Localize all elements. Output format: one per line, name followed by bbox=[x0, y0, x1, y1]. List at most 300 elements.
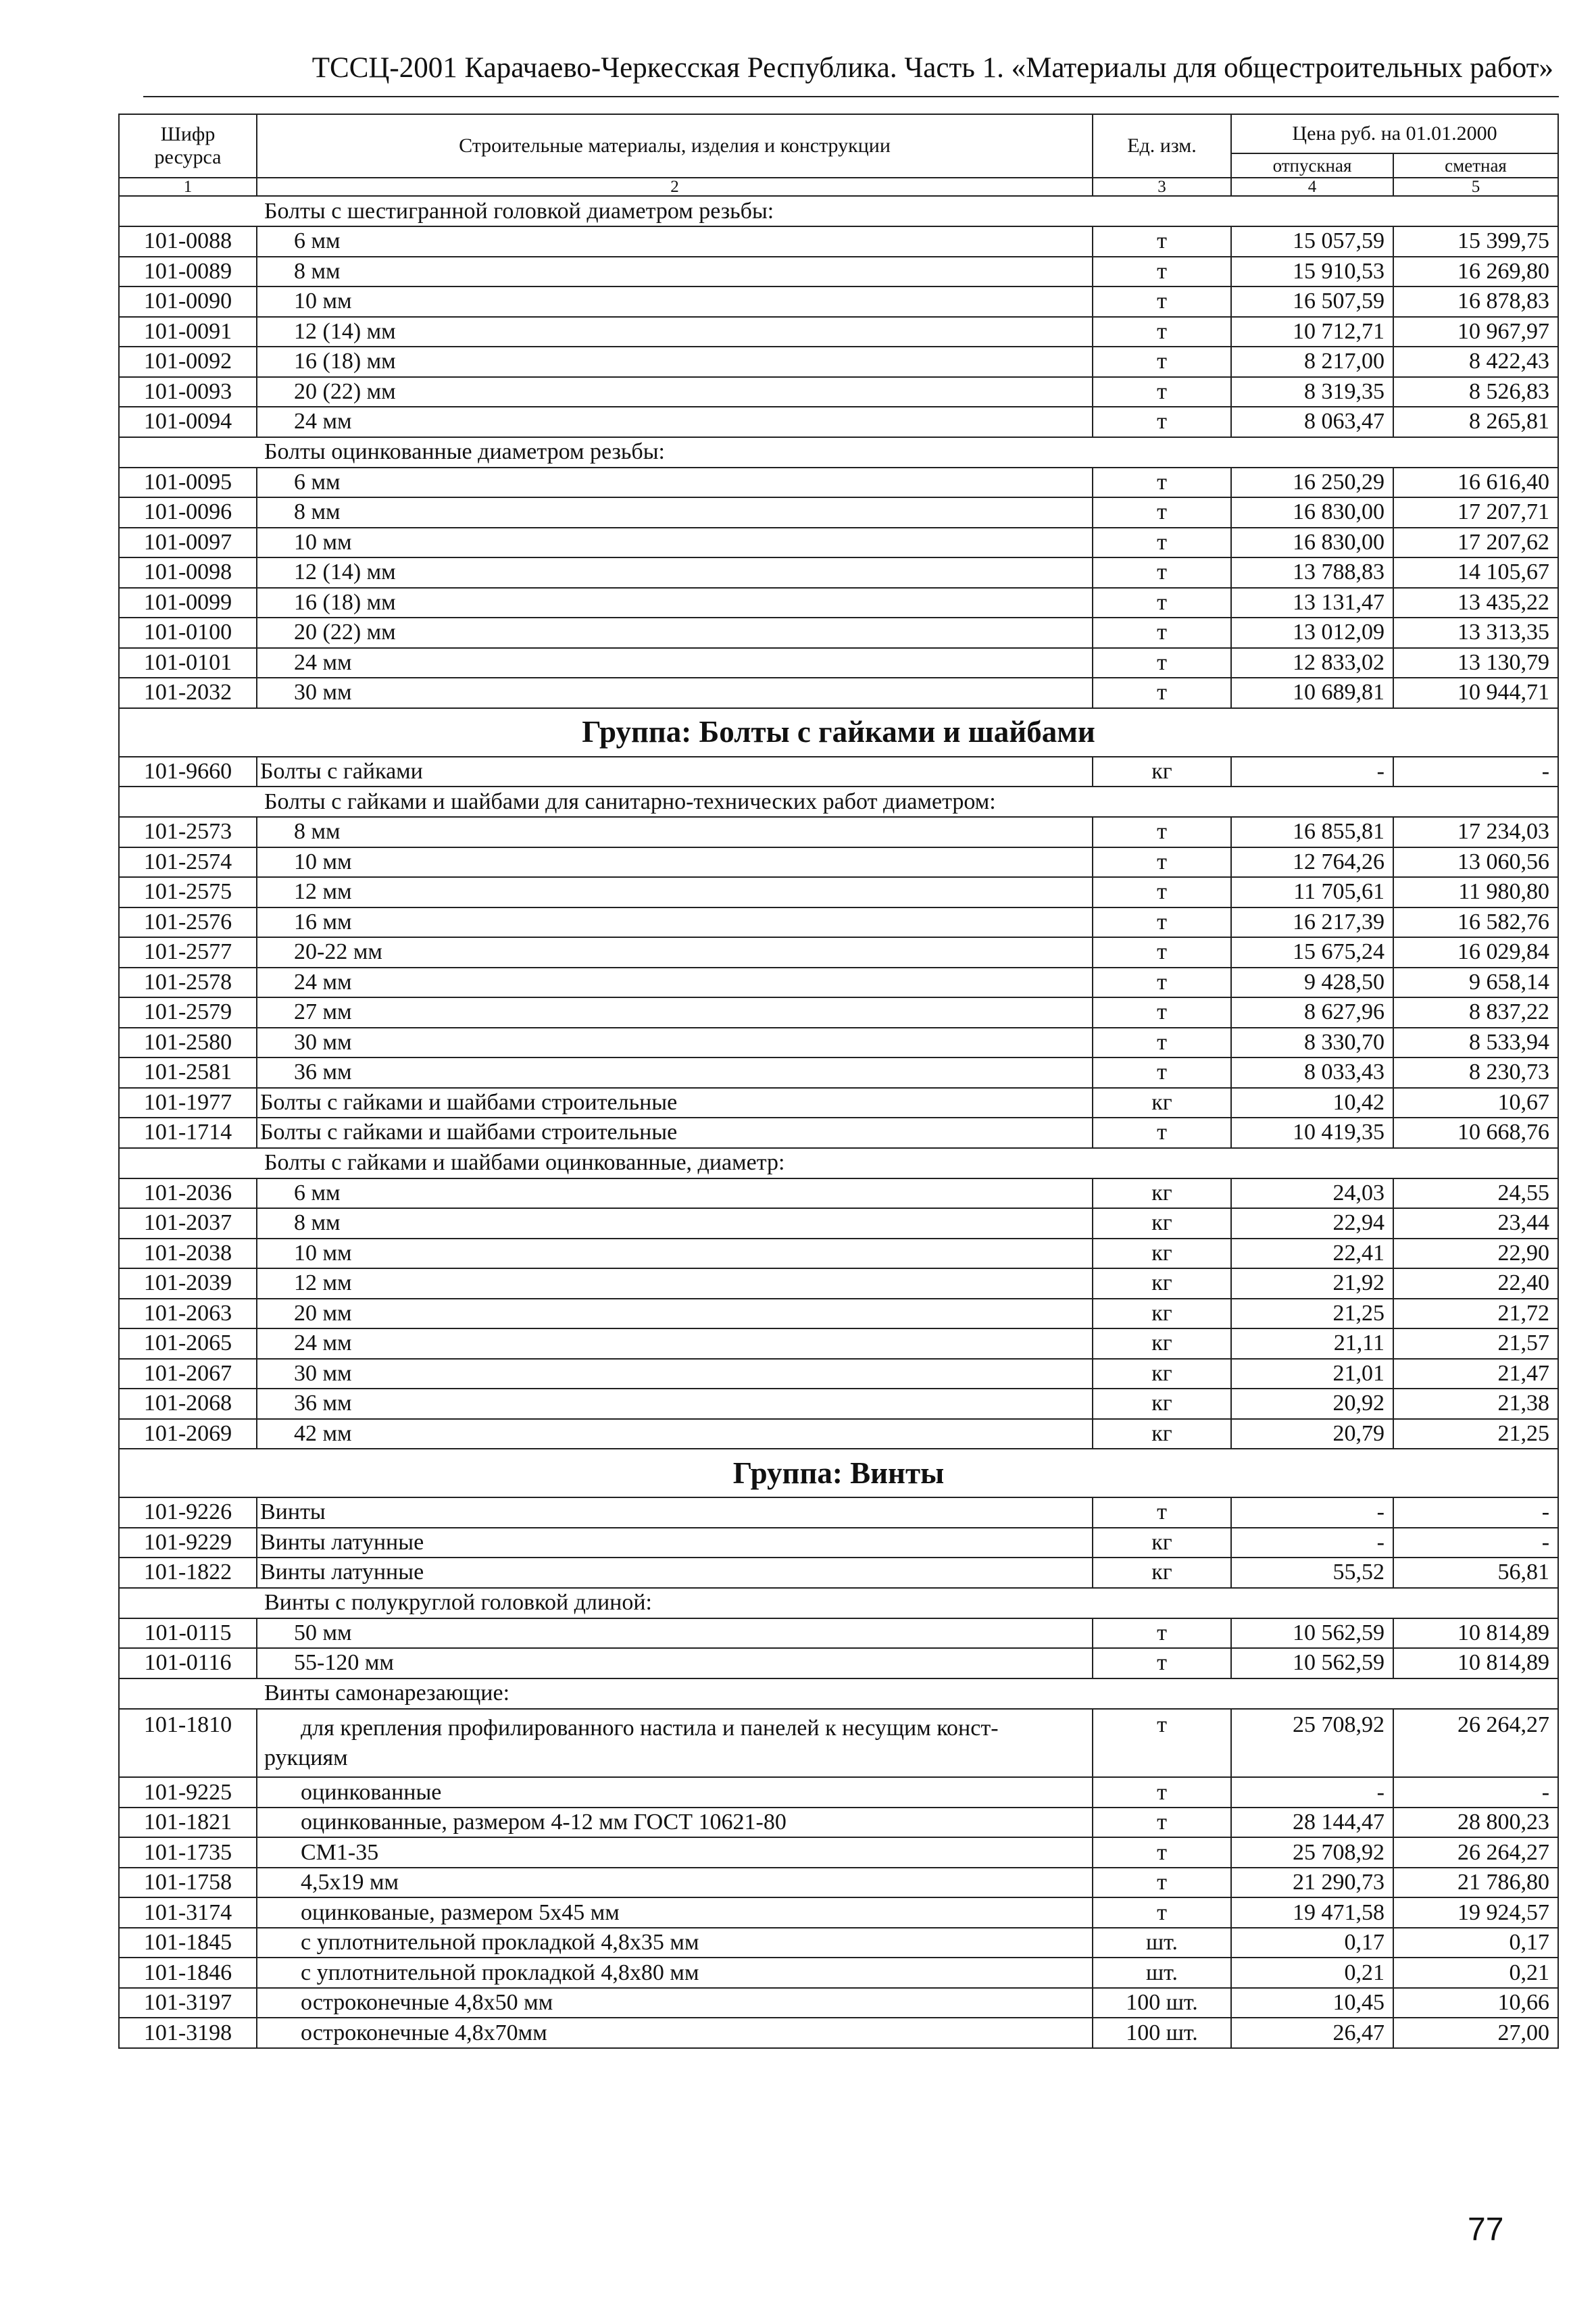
resource-code: 101-9229 bbox=[119, 1528, 257, 1558]
release-price: 10,42 bbox=[1231, 1088, 1393, 1118]
material-name: 42 мм bbox=[257, 1419, 1093, 1449]
estimate-price: 17 207,62 bbox=[1393, 528, 1558, 558]
estimate-price: 10,66 bbox=[1393, 1988, 1558, 2018]
unit-of-measure: кг bbox=[1093, 1268, 1231, 1299]
header-code: Шифр ресурса bbox=[119, 114, 257, 178]
table-row bbox=[119, 1028, 1558, 1058]
resource-code: 101-9225 bbox=[119, 1777, 257, 1808]
group-heading: Группа: Винты bbox=[119, 1449, 1558, 1497]
material-name: 12 мм bbox=[257, 1268, 1093, 1299]
table-row bbox=[119, 1777, 1558, 1808]
material-name: 36 мм bbox=[257, 1057, 1093, 1088]
material-name: 24 мм bbox=[257, 407, 1093, 437]
release-price: 21,25 bbox=[1231, 1299, 1393, 1329]
estimate-price: 8 265,81 bbox=[1393, 407, 1558, 437]
resource-code: 101-9660 bbox=[119, 757, 257, 787]
unit-of-measure: 100 шт. bbox=[1093, 2018, 1231, 2048]
estimate-price: 10 944,71 bbox=[1393, 678, 1558, 708]
unit-of-measure: кг bbox=[1093, 1088, 1231, 1118]
resource-code: 101-2036 bbox=[119, 1178, 257, 1209]
table-row bbox=[119, 497, 1558, 528]
material-name bbox=[257, 1709, 1093, 1778]
material-name: оцинкованные, размером 4-12 мм ГОСТ 10621-80 bbox=[257, 1808, 1093, 1838]
release-price: 8 217,00 bbox=[1231, 347, 1393, 377]
table-row bbox=[119, 1808, 1558, 1838]
resource-code: 101-0095 bbox=[119, 468, 257, 498]
material-name: 12 (14) мм bbox=[257, 317, 1093, 347]
material-name: 20 мм bbox=[257, 1299, 1093, 1329]
material-name: 16 (18) мм bbox=[257, 347, 1093, 377]
estimate-price: 26 264,27 bbox=[1393, 1837, 1558, 1868]
resource-code: 101-1758 bbox=[119, 1868, 257, 1898]
unit-of-measure: т bbox=[1093, 937, 1231, 968]
resource-code: 101-2038 bbox=[119, 1239, 257, 1269]
release-price: 12 764,26 bbox=[1231, 847, 1393, 878]
subheading-row bbox=[119, 787, 1558, 817]
estimate-price: 10 668,76 bbox=[1393, 1118, 1558, 1148]
table-row bbox=[119, 1958, 1558, 1988]
material-name: Болты с гайками bbox=[257, 757, 1093, 787]
estimate-price: - bbox=[1393, 757, 1558, 787]
estimate-price: 8 837,22 bbox=[1393, 997, 1558, 1028]
table-row bbox=[119, 937, 1558, 968]
subheading-row bbox=[119, 1148, 1558, 1178]
unit-of-measure: т bbox=[1093, 877, 1231, 907]
release-price: 10 419,35 bbox=[1231, 1118, 1393, 1148]
release-price: 12 833,02 bbox=[1231, 648, 1393, 678]
resource-code: 101-0088 bbox=[119, 226, 257, 257]
material-name: Винты латунные bbox=[257, 1558, 1093, 1588]
estimate-price: 16 616,40 bbox=[1393, 468, 1558, 498]
material-name: с уплотнительной прокладкой 4,8х35 мм bbox=[257, 1928, 1093, 1958]
material-name: 16 (18) мм bbox=[257, 588, 1093, 618]
release-price: - bbox=[1231, 1777, 1393, 1808]
table-row bbox=[119, 1239, 1558, 1269]
estimate-price: 8 526,83 bbox=[1393, 377, 1558, 407]
release-price: 19 471,58 bbox=[1231, 1897, 1393, 1928]
material-name: 36 мм bbox=[257, 1389, 1093, 1419]
material-name: 12 (14) мм bbox=[257, 557, 1093, 588]
unit-of-measure: т bbox=[1093, 257, 1231, 287]
table-row bbox=[119, 847, 1558, 878]
release-price: 10 562,59 bbox=[1231, 1618, 1393, 1649]
material-name: 10 мм bbox=[257, 287, 1093, 317]
material-name: 8 мм bbox=[257, 1208, 1093, 1239]
estimate-price: 23,44 bbox=[1393, 1208, 1558, 1239]
table-row bbox=[119, 1497, 1558, 1528]
resource-code: 101-0094 bbox=[119, 407, 257, 437]
subheading-text: Болты с шестигранной головкой диаметром резьбы: bbox=[119, 196, 1558, 226]
unit-of-measure: т bbox=[1093, 407, 1231, 437]
material-name: 8 мм bbox=[257, 497, 1093, 528]
resource-code: 101-0097 bbox=[119, 528, 257, 558]
table-row bbox=[119, 1057, 1558, 1088]
group-heading-row bbox=[119, 1449, 1558, 1497]
unit-of-measure: т bbox=[1093, 497, 1231, 528]
resource-code: 101-2069 bbox=[119, 1419, 257, 1449]
material-name: 30 мм bbox=[257, 678, 1093, 708]
column-number: 4 bbox=[1231, 178, 1393, 196]
material-name: остроконечные 4,8х70мм bbox=[257, 2018, 1093, 2048]
release-price: 0,17 bbox=[1231, 1928, 1393, 1958]
resource-code: 101-2573 bbox=[119, 817, 257, 847]
table-row bbox=[119, 2018, 1558, 2048]
table-row bbox=[119, 1419, 1558, 1449]
estimate-price: 8 533,94 bbox=[1393, 1028, 1558, 1058]
unit-of-measure: кг bbox=[1093, 1178, 1231, 1209]
page-number: 77 bbox=[1468, 2212, 1504, 2247]
release-price: 10 562,59 bbox=[1231, 1648, 1393, 1678]
table-row bbox=[119, 1118, 1558, 1148]
estimate-price: - bbox=[1393, 1777, 1558, 1808]
unit-of-measure: т bbox=[1093, 1118, 1231, 1148]
resource-code: 101-1846 bbox=[119, 1958, 257, 1988]
material-name: 10 мм bbox=[257, 1239, 1093, 1269]
estimate-price: 11 980,80 bbox=[1393, 877, 1558, 907]
resource-code: 101-2578 bbox=[119, 968, 257, 998]
resource-code: 101-2068 bbox=[119, 1389, 257, 1419]
material-name: оцинкованые, размером 5х45 мм bbox=[257, 1897, 1093, 1928]
release-price: 15 910,53 bbox=[1231, 257, 1393, 287]
estimate-price: 22,90 bbox=[1393, 1239, 1558, 1269]
subheading-text: Винты самонарезающие: bbox=[119, 1678, 1558, 1709]
unit-of-measure: кг bbox=[1093, 757, 1231, 787]
estimate-price: 16 029,84 bbox=[1393, 937, 1558, 968]
material-name: с уплотнительной прокладкой 4,8х80 мм bbox=[257, 1958, 1093, 1988]
unit-of-measure: т bbox=[1093, 287, 1231, 317]
resource-code: 101-0096 bbox=[119, 497, 257, 528]
estimate-price: 0,17 bbox=[1393, 1928, 1558, 1958]
table-row bbox=[119, 1558, 1558, 1588]
table-row bbox=[119, 1088, 1558, 1118]
unit-of-measure: т bbox=[1093, 648, 1231, 678]
estimate-price: 16 269,80 bbox=[1393, 257, 1558, 287]
resource-code: 101-1714 bbox=[119, 1118, 257, 1148]
release-price: 20,92 bbox=[1231, 1389, 1393, 1419]
material-name: СМ1-35 bbox=[257, 1837, 1093, 1868]
table-row bbox=[119, 317, 1558, 347]
release-price: 21,11 bbox=[1231, 1328, 1393, 1359]
estimate-price: 13 435,22 bbox=[1393, 588, 1558, 618]
resource-code: 101-2575 bbox=[119, 877, 257, 907]
table-row bbox=[119, 877, 1558, 907]
material-name: остроконечные 4,8х50 мм bbox=[257, 1988, 1093, 2018]
resource-code: 101-3197 bbox=[119, 1988, 257, 2018]
table-row bbox=[119, 1988, 1558, 2018]
unit-of-measure: кг bbox=[1093, 1528, 1231, 1558]
subheading-row bbox=[119, 1678, 1558, 1709]
unit-of-measure: т bbox=[1093, 678, 1231, 708]
estimate-price: 10 967,97 bbox=[1393, 317, 1558, 347]
estimate-price: 10 814,89 bbox=[1393, 1648, 1558, 1678]
estimate-price: 17 234,03 bbox=[1393, 817, 1558, 847]
table-row bbox=[119, 1868, 1558, 1898]
material-name: 8 мм bbox=[257, 817, 1093, 847]
release-price: 22,41 bbox=[1231, 1239, 1393, 1269]
release-price: 8 627,96 bbox=[1231, 997, 1393, 1028]
material-name: 24 мм bbox=[257, 1328, 1093, 1359]
estimate-price: 13 130,79 bbox=[1393, 648, 1558, 678]
table-row bbox=[119, 557, 1558, 588]
estimate-price: 24,55 bbox=[1393, 1178, 1558, 1209]
resource-code: 101-2037 bbox=[119, 1208, 257, 1239]
release-price: 8 330,70 bbox=[1231, 1028, 1393, 1058]
column-number: 1 bbox=[119, 178, 257, 196]
resource-code: 101-0090 bbox=[119, 287, 257, 317]
material-name: Винты латунные bbox=[257, 1528, 1093, 1558]
material-name: 20-22 мм bbox=[257, 937, 1093, 968]
table-row bbox=[119, 997, 1558, 1028]
document-title: ТССЦ-2001 Карачаево-Черкесская Республика. Часть 1. «Материалы для общестроительных работ» bbox=[311, 52, 1553, 84]
resource-code: 101-2039 bbox=[119, 1268, 257, 1299]
material-name: 27 мм bbox=[257, 997, 1093, 1028]
table-row bbox=[119, 757, 1558, 787]
material-name: 16 мм bbox=[257, 907, 1093, 938]
unit-of-measure: шт. bbox=[1093, 1958, 1231, 1988]
unit-of-measure: т bbox=[1093, 226, 1231, 257]
running-header bbox=[143, 42, 1559, 97]
estimate-price: 19 924,57 bbox=[1393, 1897, 1558, 1928]
resource-code: 101-1845 bbox=[119, 1928, 257, 1958]
estimate-price: 9 658,14 bbox=[1393, 968, 1558, 998]
material-name: 30 мм bbox=[257, 1028, 1093, 1058]
material-name: 50 мм bbox=[257, 1618, 1093, 1649]
release-price: 16 830,00 bbox=[1231, 497, 1393, 528]
unit-of-measure: т bbox=[1093, 1618, 1231, 1649]
material-name: 24 мм bbox=[257, 648, 1093, 678]
unit-of-measure: т bbox=[1093, 377, 1231, 407]
release-price: 10,45 bbox=[1231, 1988, 1393, 2018]
table-row bbox=[119, 678, 1558, 708]
table-row bbox=[119, 1648, 1558, 1678]
table-row bbox=[119, 1897, 1558, 1928]
table-row bbox=[119, 1709, 1558, 1778]
unit-of-measure: т bbox=[1093, 557, 1231, 588]
estimate-price: 21,57 bbox=[1393, 1328, 1558, 1359]
resource-code: 101-2577 bbox=[119, 937, 257, 968]
table-row bbox=[119, 347, 1558, 377]
table-row bbox=[119, 618, 1558, 648]
estimate-price: 15 399,75 bbox=[1393, 226, 1558, 257]
group-heading-row bbox=[119, 708, 1558, 757]
release-price: - bbox=[1231, 1528, 1393, 1558]
release-price: - bbox=[1231, 757, 1393, 787]
material-name: 8 мм bbox=[257, 257, 1093, 287]
estimate-price: 16 582,76 bbox=[1393, 907, 1558, 938]
resource-code: 101-0115 bbox=[119, 1618, 257, 1649]
header-release-price: отпускная bbox=[1231, 153, 1393, 178]
unit-of-measure: т bbox=[1093, 907, 1231, 938]
table-row bbox=[119, 907, 1558, 938]
estimate-price: 56,81 bbox=[1393, 1558, 1558, 1588]
release-price: 15 675,24 bbox=[1231, 937, 1393, 968]
estimate-price: 22,40 bbox=[1393, 1268, 1558, 1299]
release-price: 16 507,59 bbox=[1231, 287, 1393, 317]
unit-of-measure: кг bbox=[1093, 1419, 1231, 1449]
resource-code: 101-9226 bbox=[119, 1497, 257, 1528]
header-name: Строительные материалы, изделия и конструкции bbox=[257, 114, 1093, 178]
estimate-price: 13 060,56 bbox=[1393, 847, 1558, 878]
release-price: 8 033,43 bbox=[1231, 1057, 1393, 1088]
material-name: Болты с гайками и шайбами строительные bbox=[257, 1088, 1093, 1118]
material-name: 55-120 мм bbox=[257, 1648, 1093, 1678]
resource-code: 101-1977 bbox=[119, 1088, 257, 1118]
table-row bbox=[119, 1208, 1558, 1239]
estimate-price: 21,72 bbox=[1393, 1299, 1558, 1329]
unit-of-measure: т bbox=[1093, 1837, 1231, 1868]
release-price: 55,52 bbox=[1231, 1558, 1393, 1588]
unit-of-measure: т bbox=[1093, 997, 1231, 1028]
resource-code: 101-0099 bbox=[119, 588, 257, 618]
subheading-row bbox=[119, 1588, 1558, 1618]
subheading-row bbox=[119, 196, 1558, 226]
resource-code: 101-2576 bbox=[119, 907, 257, 938]
resource-code: 101-0092 bbox=[119, 347, 257, 377]
table-row bbox=[119, 968, 1558, 998]
release-price: 16 855,81 bbox=[1231, 817, 1393, 847]
resource-code: 101-0116 bbox=[119, 1648, 257, 1678]
unit-of-measure: т bbox=[1093, 317, 1231, 347]
table-row bbox=[119, 528, 1558, 558]
material-name: Болты с гайками и шайбами строительные bbox=[257, 1118, 1093, 1148]
material-name-line: для крепления профилированного настила и панелей к несущим конст- bbox=[301, 1715, 999, 1741]
release-price: 9 428,50 bbox=[1231, 968, 1393, 998]
resource-code: 101-3174 bbox=[119, 1897, 257, 1928]
release-price: 20,79 bbox=[1231, 1419, 1393, 1449]
release-price: 25 708,92 bbox=[1231, 1709, 1393, 1778]
resource-code: 101-2579 bbox=[119, 997, 257, 1028]
material-name: 12 мм bbox=[257, 877, 1093, 907]
material-name: 10 мм bbox=[257, 847, 1093, 878]
estimate-price: 21,47 bbox=[1393, 1359, 1558, 1389]
table-row bbox=[119, 1837, 1558, 1868]
unit-of-measure: т bbox=[1093, 1709, 1231, 1778]
price-table bbox=[118, 114, 1559, 2049]
release-price: 26,47 bbox=[1231, 2018, 1393, 2048]
release-price: 13 012,09 bbox=[1231, 618, 1393, 648]
unit-of-measure: т bbox=[1093, 817, 1231, 847]
material-name: 30 мм bbox=[257, 1359, 1093, 1389]
subheading-text: Болты оцинкованные диаметром резьбы: bbox=[119, 437, 1558, 468]
release-price: 28 144,47 bbox=[1231, 1808, 1393, 1838]
material-name: 4,5х19 мм bbox=[257, 1868, 1093, 1898]
table-row bbox=[119, 1328, 1558, 1359]
release-price: 16 217,39 bbox=[1231, 907, 1393, 938]
resource-code: 101-0098 bbox=[119, 557, 257, 588]
table-header-row bbox=[119, 114, 1558, 153]
material-name: 24 мм bbox=[257, 968, 1093, 998]
estimate-price: 10 814,89 bbox=[1393, 1618, 1558, 1649]
release-price: 21,01 bbox=[1231, 1359, 1393, 1389]
table-row bbox=[119, 226, 1558, 257]
header-estimate-price: сметная bbox=[1393, 153, 1558, 178]
release-price: 21 290,73 bbox=[1231, 1868, 1393, 1898]
unit-of-measure: т bbox=[1093, 847, 1231, 878]
table-row bbox=[119, 1528, 1558, 1558]
table-row bbox=[119, 648, 1558, 678]
release-price: - bbox=[1231, 1497, 1393, 1528]
column-number: 5 bbox=[1393, 178, 1558, 196]
table-row bbox=[119, 1268, 1558, 1299]
release-price: 25 708,92 bbox=[1231, 1837, 1393, 1868]
unit-of-measure: т bbox=[1093, 1897, 1231, 1928]
table-row bbox=[119, 1618, 1558, 1649]
unit-of-measure: т bbox=[1093, 1028, 1231, 1058]
estimate-price: - bbox=[1393, 1497, 1558, 1528]
header-price: Цена руб. на 01.01.2000 bbox=[1231, 114, 1558, 153]
unit-of-measure: т bbox=[1093, 468, 1231, 498]
resource-code: 101-2581 bbox=[119, 1057, 257, 1088]
column-number-row bbox=[119, 178, 1558, 196]
group-heading: Группа: Болты с гайками и шайбами bbox=[119, 708, 1558, 757]
unit-of-measure: кг bbox=[1093, 1389, 1231, 1419]
resource-code: 101-0100 bbox=[119, 618, 257, 648]
material-name: 6 мм bbox=[257, 226, 1093, 257]
unit-of-measure: т bbox=[1093, 1497, 1231, 1528]
unit-of-measure: кг bbox=[1093, 1299, 1231, 1329]
unit-of-measure: т bbox=[1093, 1648, 1231, 1678]
resource-code: 101-0093 bbox=[119, 377, 257, 407]
material-name: 20 (22) мм bbox=[257, 377, 1093, 407]
estimate-price: 13 313,35 bbox=[1393, 618, 1558, 648]
table-row bbox=[119, 257, 1558, 287]
table-row bbox=[119, 468, 1558, 498]
unit-of-measure: т bbox=[1093, 1868, 1231, 1898]
estimate-price: 28 800,23 bbox=[1393, 1808, 1558, 1838]
resource-code: 101-2032 bbox=[119, 678, 257, 708]
release-price: 15 057,59 bbox=[1231, 226, 1393, 257]
release-price: 13 788,83 bbox=[1231, 557, 1393, 588]
material-name: Винты bbox=[257, 1497, 1093, 1528]
subheading-text: Винты с полукруглой головкой длиной: bbox=[119, 1588, 1558, 1618]
estimate-price: 8 422,43 bbox=[1393, 347, 1558, 377]
table-row bbox=[119, 1389, 1558, 1419]
material-name: 6 мм bbox=[257, 1178, 1093, 1209]
column-number: 3 bbox=[1093, 178, 1231, 196]
table-row bbox=[119, 1359, 1558, 1389]
unit-of-measure: шт. bbox=[1093, 1928, 1231, 1958]
header-unit: Ед. изм. bbox=[1093, 114, 1231, 178]
table-row bbox=[119, 377, 1558, 407]
unit-of-measure: т bbox=[1093, 1057, 1231, 1088]
resource-code: 101-2574 bbox=[119, 847, 257, 878]
material-name: 20 (22) мм bbox=[257, 618, 1093, 648]
estimate-price: 26 264,27 bbox=[1393, 1709, 1558, 1778]
material-name: оцинкованные bbox=[257, 1777, 1093, 1808]
estimate-price: 21 786,80 bbox=[1393, 1868, 1558, 1898]
unit-of-measure: кг bbox=[1093, 1239, 1231, 1269]
resource-code: 101-1735 bbox=[119, 1837, 257, 1868]
estimate-price: 21,38 bbox=[1393, 1389, 1558, 1419]
material-name: 10 мм bbox=[257, 528, 1093, 558]
estimate-price: 16 878,83 bbox=[1393, 287, 1558, 317]
unit-of-measure: кг bbox=[1093, 1328, 1231, 1359]
resource-code: 101-0089 bbox=[119, 257, 257, 287]
unit-of-measure: т bbox=[1093, 588, 1231, 618]
table-row bbox=[119, 817, 1558, 847]
resource-code: 101-1822 bbox=[119, 1558, 257, 1588]
resource-code: 101-3198 bbox=[119, 2018, 257, 2048]
resource-code: 101-2065 bbox=[119, 1328, 257, 1359]
table-row bbox=[119, 287, 1558, 317]
estimate-price: 17 207,71 bbox=[1393, 497, 1558, 528]
release-price: 16 830,00 bbox=[1231, 528, 1393, 558]
release-price: 8 319,35 bbox=[1231, 377, 1393, 407]
release-price: 21,92 bbox=[1231, 1268, 1393, 1299]
material-name-line: рукциям bbox=[264, 1745, 348, 1771]
unit-of-measure: кг bbox=[1093, 1208, 1231, 1239]
release-price: 11 705,61 bbox=[1231, 877, 1393, 907]
